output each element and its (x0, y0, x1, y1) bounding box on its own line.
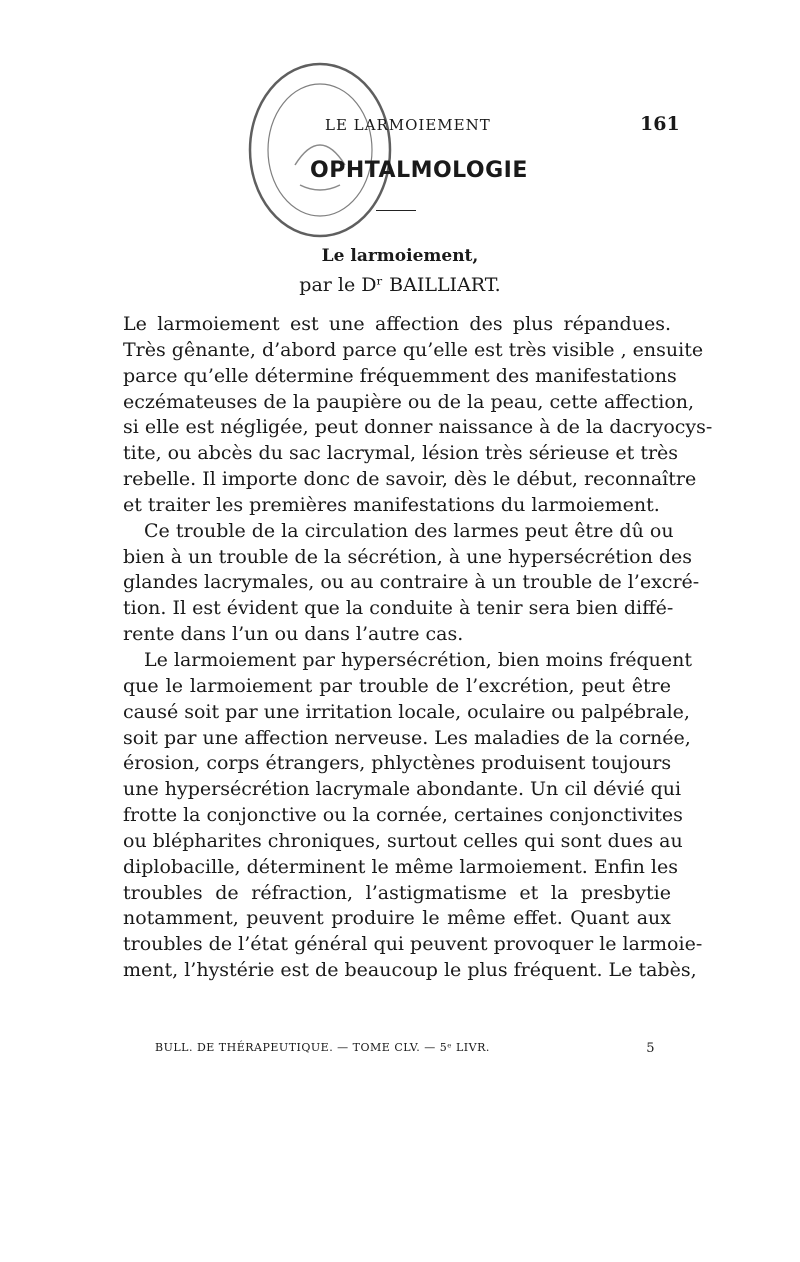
body-line: rente dans l’un ou dans l’autre cas. (123, 623, 464, 646)
article-title: Le larmoiement, (321, 246, 479, 266)
body-line: que le larmoiement par trouble de l’excrétion, peut être (123, 674, 671, 697)
printer-signature: BULL. DE THÉRAPEUTIQUE. — TOME CLV. — 5ᵉ LIVR. (155, 1041, 490, 1054)
body-line: Ce trouble de la circulation des larmes peut être dû ou (144, 519, 674, 542)
article-byline: par le Dʳ BAILLIART. (299, 274, 501, 296)
article-body (123, 312, 713, 984)
body-line: Le larmoiement est une affection des plus répandues. (123, 313, 671, 335)
body-line: notamment, peuvent produire le même effet. Quant aux (123, 907, 671, 930)
body-line: parce qu’elle détermine fréquemment des manifestations (123, 364, 677, 387)
page-number: 161 (640, 113, 680, 135)
body-line: diplobacille, déterminent le même larmoiement. Enfin les (123, 855, 678, 878)
section-title: OPHTALMOLOGIE (310, 158, 528, 183)
body-line: troubles de réfraction, l’astigmatisme et la presbytie (123, 881, 671, 904)
body-line: tion. Il est évident que la conduite à tenir sera bien diffé- (123, 597, 674, 620)
body-line: et traiter les premières manifestations du larmoiement. (123, 493, 660, 516)
body-line: ou blépharites chroniques, surtout celles qui sont dues au (123, 829, 683, 852)
library-stamp (240, 55, 400, 245)
body-line: une hypersécrétion lacrymale abondante. Un cil dévié qui (123, 778, 682, 801)
stamp-outer-ring (250, 64, 390, 236)
body-line: érosion, corps étrangers, phlyctènes produisent toujours (123, 752, 672, 775)
body-line: troubles de l’état général qui peuvent provoquer le larmoie- (123, 933, 703, 956)
body-line: ment, l’hystérie est de beaucoup le plus fréquent. Le tabès, (123, 959, 697, 982)
running-head: LE LARMOIEMENT (325, 116, 491, 134)
body-line: tite, ou abcès du sac lacrymal, lésion très sérieuse et très (123, 442, 679, 465)
body-line: soit par une affection nerveuse. Les maladies de la cornée, (123, 726, 691, 749)
body-line: si elle est négligée, peut donner naissance à de la dacryocys- (123, 416, 713, 439)
stamp-inner-ring (268, 84, 372, 216)
body-line: frotte la conjonctive ou la cornée, certaines conjonctivites (123, 804, 683, 827)
body-line: glandes lacrymales, ou au contraire à un trouble de l’excré- (123, 571, 700, 594)
body-line: Très gênante, d’abord parce qu’elle est très visible , ensuite (123, 338, 704, 361)
body-line: Le larmoiement par hypersécrétion, bien moins fréquent (144, 648, 693, 671)
signature-number: 5 (646, 1041, 655, 1056)
body-line: causé soit par une irritation locale, oculaire ou palpébrale, (123, 700, 690, 723)
body-line: eczémateuses de la paupière ou de la peau, cette affection, (123, 390, 695, 413)
body-line: rebelle. Il importe donc de savoir, dès le début, reconnaître (123, 468, 697, 491)
title-rule (376, 210, 416, 211)
body-line: bien à un trouble de la sécrétion, à une hypersécrétion des (123, 545, 693, 568)
